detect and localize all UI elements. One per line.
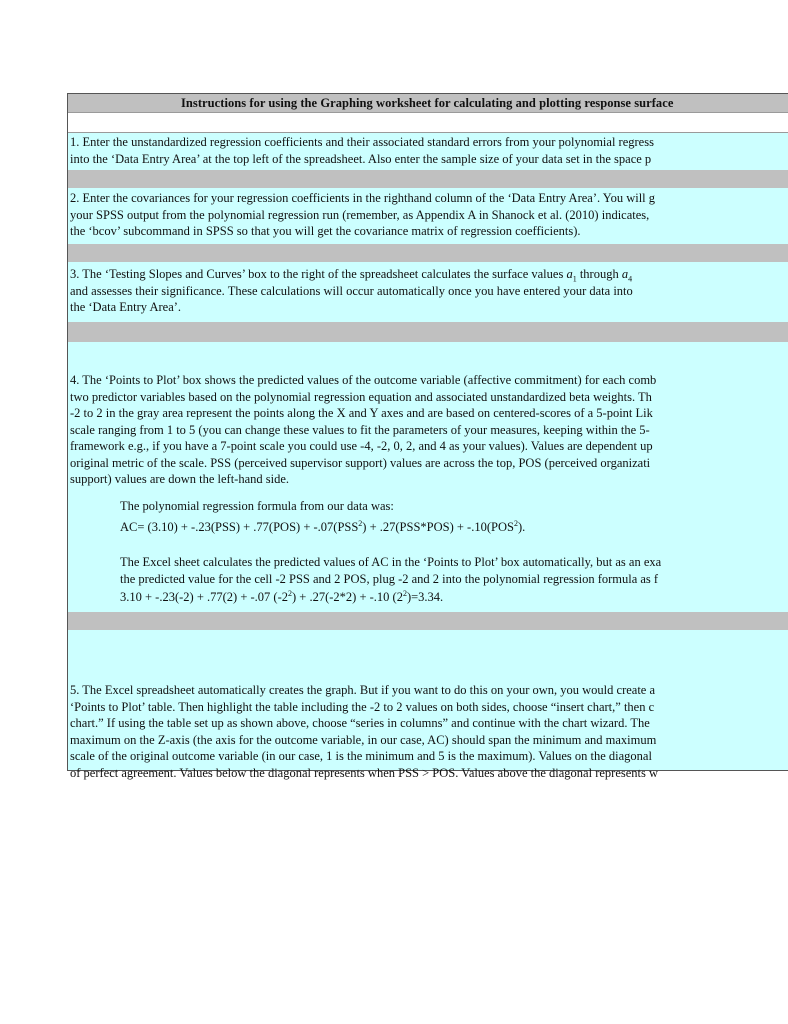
calc-part: ) + .27(-2*2) + -.10 (2 [292, 590, 403, 604]
gray-gap-row [68, 612, 788, 630]
step-5-block [68, 678, 788, 780]
step-4-line: -2 to 2 in the gray area represent the points along the X and Y axes and are based on centered-scores of a 5-point Lik [70, 406, 653, 420]
formula-part: AC= (3.10) + -.23(PSS) + .77(POS) + -.07(PSS [120, 519, 359, 534]
title-row [68, 94, 788, 112]
step-3-text: 3. The ‘Testing Slopes and Curves’ box to the right of the spreadsheet calculates the surface values [70, 267, 567, 281]
step-3-line [70, 266, 788, 283]
step-2-block [68, 188, 788, 244]
formula-part: ). [517, 519, 526, 534]
square-superscript: 2 [358, 518, 363, 528]
square-superscript: 2 [288, 588, 292, 598]
example-line: The Excel sheet calculates the predicted values of AC in the ‘Points to Plot’ box automatically, but as an exa [120, 555, 662, 569]
step-4-line: support) values are down the left-hand side. [70, 472, 290, 486]
step-5-line: chart.” If using the table set up as shown above, choose “series in columns” and continue with the chart wizard. The [70, 716, 650, 730]
a4-subscript: 4 [628, 274, 633, 284]
step-5-line: 5. The Excel spreadsheet automatically creates the graph. But if you want to do this on your own, you would create a [70, 683, 656, 697]
square-superscript: 2 [513, 518, 518, 528]
cyan-blank-row [68, 630, 788, 678]
step-4-line: scale ranging from 1 to 5 (you can change these values to fit the parameters of your measures, keeping within the 5- [70, 422, 650, 437]
step-1-line: 1. Enter the unstandardized regression coefficients and their associated standard errors from your polynomial regress [70, 135, 654, 149]
sheet-title: Instructions for using the Graphing worksheet for calculating and plotting response surface [181, 96, 674, 110]
calc-part: )=3.34. [406, 590, 444, 604]
formula-block [68, 492, 788, 550]
a1-symbol: a [566, 267, 573, 281]
example-line: the predicted value for the cell -2 PSS and 2 POS, plug -2 and 2 into the polynomial regression formula as f [120, 571, 659, 586]
example-block [68, 550, 788, 612]
example-calculation [120, 589, 788, 606]
a1-subscript: 1 [572, 274, 577, 284]
step-3-line: the ‘Data Entry Area’. [70, 300, 182, 314]
step-3-line: and assesses their significance. These calculations will occur automatically once you have entered your data into [70, 283, 633, 298]
calc-part: 3.10 + -.23(-2) + .77(2) + -.07 (-2 [120, 590, 288, 604]
a4-symbol: a [621, 267, 629, 281]
step-4-line: original metric of the scale. PSS (perceived supervisor support) values are across the top, POS (perceived organizati [70, 455, 651, 470]
separator-row [68, 112, 788, 133]
gray-gap-row [68, 322, 788, 342]
step-4-line: two predictor variables based on the polynomial regression equation and associated unstandardized beta weights. Th [70, 389, 652, 404]
gray-gap-row [68, 244, 788, 262]
step-1-line: into the ‘Data Entry Area’ at the top left of the spreadsheet. Also enter the sample size of your data set in the space p [70, 151, 652, 166]
regression-formula [120, 519, 788, 536]
step-2-line: the ‘bcov’ subcommand in SPSS so that you will get the covariance matrix of regression coefficients). [70, 224, 581, 238]
step-3-block [68, 262, 788, 322]
step-4-line: 4. The ‘Points to Plot’ box shows the predicted values of the outcome variable (affective commitment) for each comb [70, 373, 657, 387]
gray-gap-row [68, 170, 788, 188]
step-4-line: framework e.g., if you have a 7-point scale you could use -4, -2, 0, 2, and 4 as your values). Values are dependent up [70, 439, 653, 453]
step-5-line: ‘Points to Plot’ table. Then highlight the table including the -2 to 2 values on both sides, choose “insert chart,” then c [70, 699, 655, 714]
step-5-line: scale of the original outcome variable (in our case, 1 is the minimum and 5 is the maximum). Values on the diagonal [70, 749, 652, 763]
instructions-sheet [67, 93, 788, 780]
formula-part: ) + .27(PSS*POS) + -.10(POS [362, 519, 514, 534]
step-5-line: of perfect agreement. Values below the diagonal represents when PSS > POS. Values above the diagonal represents w [70, 765, 659, 780]
step-2-line: your SPSS output from the polynomial regression run (remember, as Appendix A in Shanock et al. (2010) indicates, [70, 207, 650, 222]
step-5-line: maximum on the Z-axis (the axis for the outcome variable, in our case, AC) should span the minimum and maximum [70, 732, 657, 747]
formula-intro: The polynomial regression formula from our data was: [120, 499, 394, 513]
step-3-text: through [576, 267, 622, 281]
step-4-block [68, 370, 788, 492]
cyan-blank-row [68, 342, 788, 370]
square-superscript: 2 [402, 588, 407, 598]
step-2-line: 2. Enter the covariances for your regression coefficients in the righthand column of the ‘Data Entry Area’. You will g [70, 191, 656, 205]
step-1-block [68, 133, 788, 170]
